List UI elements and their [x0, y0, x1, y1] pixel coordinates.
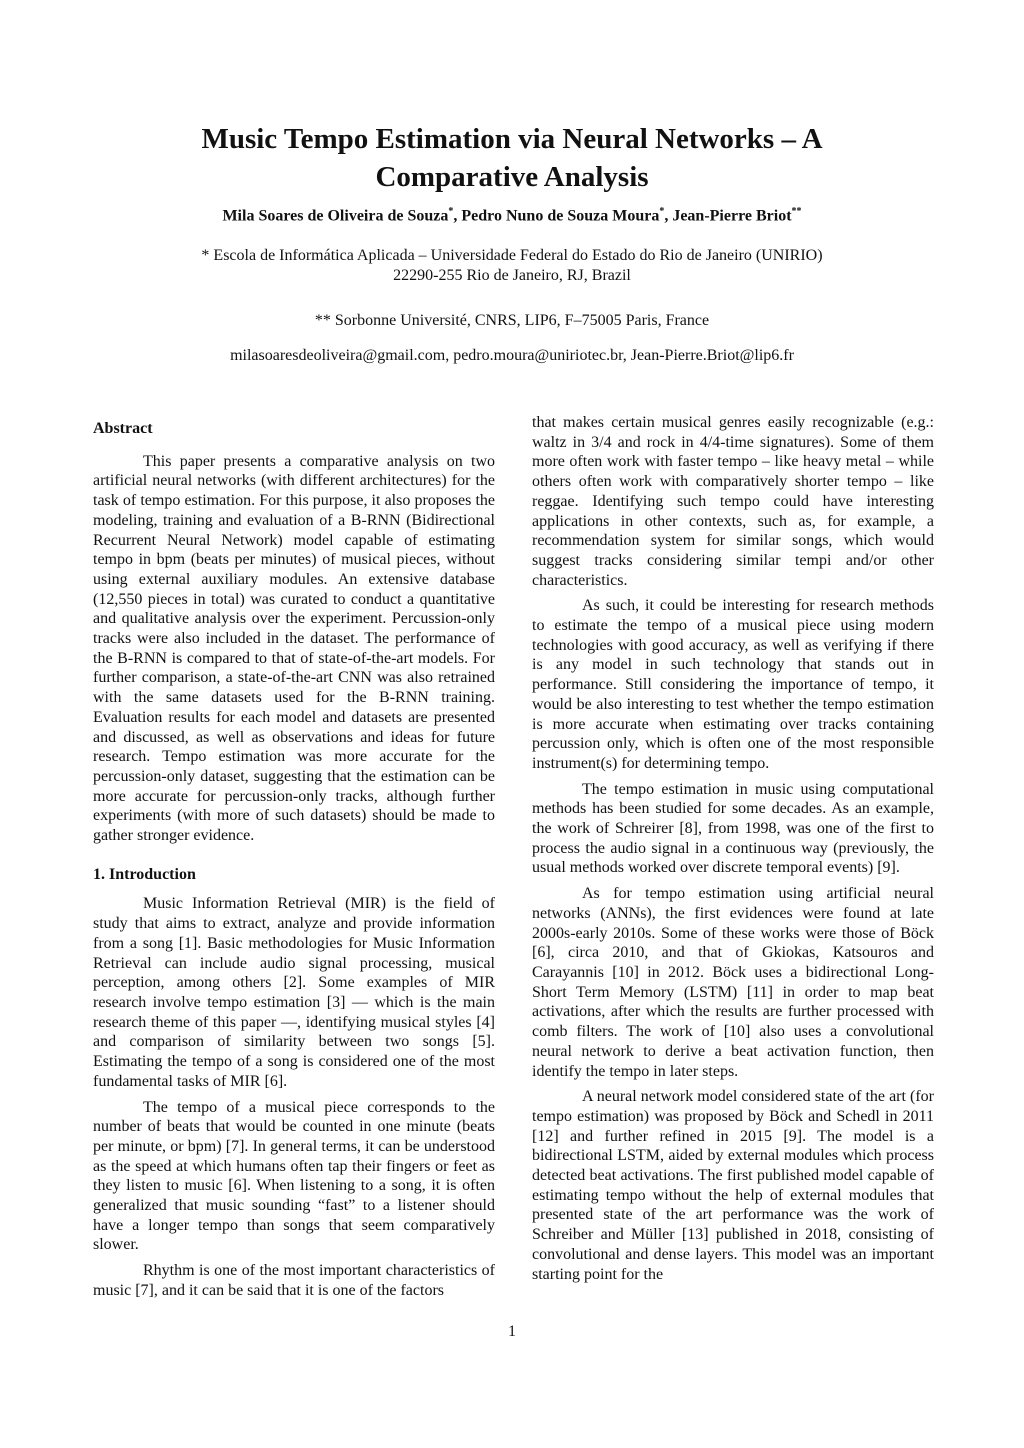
affiliation-2: ** Sorbonne Université, CNRS, LIP6, F–75005 Paris, France [314, 312, 710, 329]
abstract-heading: Abstract [93, 420, 153, 437]
author-emails: milasoaresdeoliveira@gmail.com, pedro.moura@uniriotec.br, Jean-Pierre.Briot@lip6.fr [230, 347, 794, 364]
author-separator: , [453, 207, 462, 225]
intro-paragraph-6: As for tempo estimation using artificial neural networks (ANNs), the first evidences were found at late 2000s-early 2010s. Some of these works were those of Böck [6], circa 2010, and that of Gkiokas, Katsouros and Carayannis [10] in 2012. Böck uses a bidirectional Long-Short Term Memory (LSTM) [11] in order to map beat activations, after which the results are further processed with comb filters. The work of [10] also uses a convolutional neural network to derive a beat activation function, then identify the tempo in later steps. [532, 885, 934, 1080]
intro-paragraph-2: The tempo of a musical piece corresponds to the number of beats that would be counted in one minute (beats per minute, or bpm) [7]. In general terms, it can be understood as the speed at which humans often tap their fingers or feet as they listen to music [6]. When listening to a song, it is often generalized that music sounding “fast” to a listener should have a longer tempo than songs that seem comparatively slower. [93, 1098, 495, 1254]
intro-paragraph-3: Rhythm is one of the most important characteristics of music [7], and it can be said that it is one of the factors [93, 1262, 495, 1299]
page-number: 1 [508, 1323, 516, 1340]
title-line-1: Music Tempo Estimation via Neural Networks – A [201, 123, 823, 155]
affiliation-1-line-2: 22290-255 Rio de Janeiro, RJ, Brazil [393, 267, 631, 284]
author-mark: * [659, 206, 665, 217]
intro-paragraph-3-continued: that makes certain musical genres easily recognizable (e.g.: waltz in 3/4 and rock in 4/4-time signatures). Some of them more often work with faster tempo – like heavy metal – while others often work with comparatively shorter tempo – like reggae. Identifying such tempo could have interesting applications in other contexts, such as, for example, a recommendation system for similar songs, which would suggest tracks considering similar tempi and/or other characteristics. [532, 414, 934, 589]
author-mark: * [448, 206, 454, 217]
author-name: Mila Soares de Oliveira de Souza [222, 207, 449, 225]
intro-paragraph-1: Music Information Retrieval (MIR) is the field of study that aims to extract, analyze and provide information from a song [1]. Basic methodologies for Music Information Retrieval can include audio signal processing, musical perception, among others [2]. Some examples of MIR research involve tempo estimation [3] — which is the main research theme of this paper —, identifying musical styles [4] and comparison of similarity between two songs [5]. Estimating the tempo of a song is considered one of the most fundamental tasks of MIR [6]. [93, 895, 495, 1090]
right-column [532, 413, 934, 1284]
author-list [80, 201, 944, 227]
author-name: Pedro Nuno de Souza Moura [461, 207, 660, 225]
section-heading-introduction: 1. Introduction [93, 865, 196, 883]
author-name: Jean-Pierre Briot [672, 207, 792, 225]
paper-title [120, 120, 904, 196]
affiliation-1-line-1: * Escola de Informática Aplicada – Universidade Federal do Estado do Rio de Janeiro (UNIRIO) [201, 247, 823, 264]
abstract-text: This paper presents a comparative analysis on two artificial neural networks (with different architectures) for the task of tempo estimation. For this purpose, it also proposes the modeling, training and evaluation of a B-RNN (Bidirectional Recurrent Neural Network) model capable of estimating tempo in bpm (beats per minutes) of musical pieces, without using external auxiliary modules. An extensive database (12,550 pieces in total) was curated to conduct a quantitative and qualitative analysis over the experiment. Percussion-only tracks were also included in the dataset. The performance of the B-RNN is compared to that of state-of-the-art models. For further comparison, a state-of-the-art CNN was also retrained with the same datasets used for the B-RNN training. Evaluation results for each model and datasets are presented and discussed, as well as observations and ideas for future research. Tempo estimation was more accurate for the percussion-only dataset, suggesting that the estimation can be more accurate for percussion-only tracks, although further experiments (with more of such datasets) should be made to gather stronger evidence. [93, 452, 495, 845]
left-column [93, 419, 495, 1301]
intro-paragraph-7: A neural network model considered state of the art (for tempo estimation) was proposed by Böck and Schedl in 2011 [12] and further refined in 2015 [9]. The model is a bidirectional LSTM, aided by external modules which process detected beat activations. The first published model capable of estimating tempo without the help of external modules that presented state of the art performance was the work of Schreiber and Müller [13] published in 2018, consisting of convolutional and dense layers. This model was an important starting point for the [532, 1088, 934, 1283]
intro-paragraph-5: The tempo estimation in music using computational methods has been studied for some decades. As an example, the work of Schreirer [8], from 1998, was one of the first to process the audio signal in a continuous way (previously, the usual methods worked over discrete temporal events) [9]. [532, 780, 934, 877]
author-separator: , [664, 207, 673, 225]
affiliation-1 [80, 246, 944, 286]
author-mark: ** [791, 206, 802, 217]
title-line-2: Comparative Analysis [375, 161, 649, 193]
intro-paragraph-4: As such, it could be interesting for research methods to estimate the tempo of a musical piece using modern technologies with good accuracy, as well as verifying if there is any model in such technology that stands out in performance. Still considering the importance of tempo, it would be also interesting to test whether the tempo estimation is more accurate when estimating over tracks containing percussion only, which is often one of the most responsible instrument(s) for determining tempo. [532, 597, 934, 772]
